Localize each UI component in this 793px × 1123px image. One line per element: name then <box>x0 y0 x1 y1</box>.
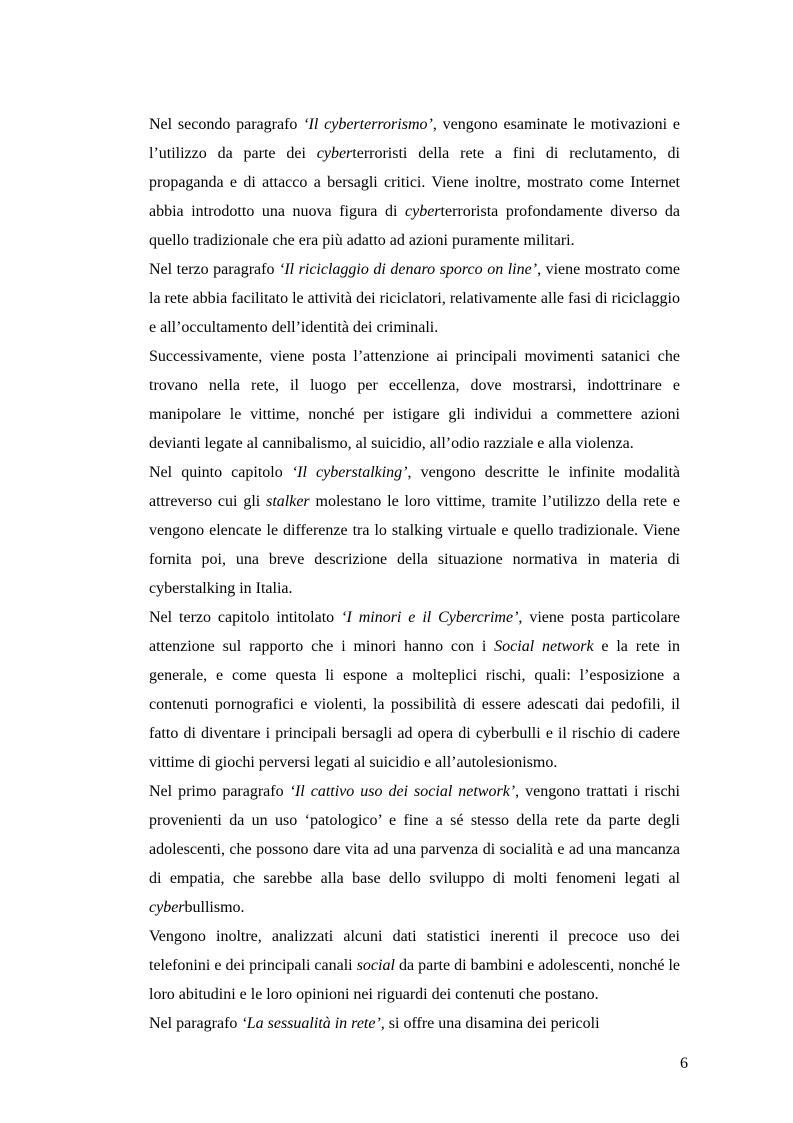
paragraph-dati-statistici <box>149 922 680 1009</box>
paragraph-movimenti-satanici <box>149 342 680 458</box>
paragraph-cyberterrorismo <box>149 110 680 255</box>
text-run: Vengono inoltre, analizzati alcuni dati statistici inerenti il precoce uso dei telefonini e dei principali canali <box>149 928 680 974</box>
text-run: Nel terzo paragrafo <box>149 261 280 278</box>
paragraph-social-network <box>149 777 680 922</box>
text-run: da parte di bambini e adolescenti, nonché le loro abitudini e le loro opinioni nei riguardi dei contenuti che postano. <box>149 957 681 1003</box>
italic-text-run: cyber <box>149 899 185 916</box>
paragraph-riciclaggio <box>149 255 680 342</box>
page-number: 6 <box>680 1055 688 1072</box>
italic-text-run: ‘Il riciclaggio di denaro sporco on line’ <box>279 261 538 278</box>
italic-text-run: cyber <box>316 145 353 162</box>
text-run: si offre una disamina dei pericoli <box>384 1015 600 1032</box>
text-run: , vengono esaminate le motivazioni e l’utilizzo da parte dei <box>149 116 680 162</box>
text-run: Nel quinto capitolo <box>149 464 292 481</box>
text-run: terrorista profondamente diverso da quello tradizionale che era più adatto ad azioni puramente militari. <box>149 203 681 249</box>
italic-text-run: ‘La sessualità in rete’, <box>241 1015 385 1032</box>
paragraph-cyberstalking <box>149 458 680 603</box>
italic-text-run: cyber <box>404 203 441 220</box>
text-run: , vengono trattati i rischi provenienti da un uso ‘patologico’ e fine a sé stesso della rete da parte degli adolescenti, che possono dare vita ad una parvenza di socialità e ad una mancanza di empatia, che sarebbe alla base dello sviluppo di molti fenomeni legati al <box>149 783 680 887</box>
italic-text-run: social <box>356 957 395 974</box>
text-run: Successivamente, viene posta l’attenzione ai principali movimenti satanici che trovano nella rete, il luogo per eccellenza, dove mostrarsi, indottrinare e manipolare le vittime, nonché per istigare gli individui a commettere azioni devianti legate al cannibalismo, al suicidio, all’odio razziale e alla violenza. <box>149 348 680 452</box>
text-run: Nel primo paragrafo <box>149 783 290 800</box>
text-run: terroristi della rete a fini di reclutamento, di propaganda e di attacco a bersagli critici. Viene inoltre, mostrato come Internet abbia introdotto una nuova figura di <box>149 145 681 220</box>
body-text <box>149 110 680 1038</box>
text-run: e la rete in generale, e come questa li espone a molteplici rischi, quali: l’esposizione a contenuti pornografici e violenti, la possibilità di essere adescati dai pedofili, il fatto di diventare i principali bersagli ad opera di cyberbulli e il rischio di cadere vittime di giochi perversi legati al suicidio e all’autolesionismo. <box>149 638 681 771</box>
text-run: , viene mostrato come la rete abbia facilitato le attività dei riciclatori, relativamente alle fasi di riciclaggio e all’occultamento dell’identità dei criminali. <box>149 261 680 336</box>
italic-text-run: Social network <box>494 638 594 655</box>
paragraph-minori-cybercrime <box>149 603 680 777</box>
italic-text-run: stalker <box>266 493 310 510</box>
italic-text-run: ‘Il cyberterrorismo’ <box>303 116 433 133</box>
italic-text-run: ‘Il cattivo uso dei social network’ <box>289 783 516 800</box>
text-run: , viene posta particolare attenzione sul rapporto che i minori hanno con i <box>149 609 681 655</box>
text-run: Nel terzo capitolo intitolato <box>149 609 342 626</box>
text-run: Nel secondo paragrafo <box>149 116 304 133</box>
italic-text-run: ‘Il cyberstalking’ <box>291 464 408 481</box>
text-run: molestano le loro vittime, tramite l’utilizzo della rete e vengono elencate le differenze tra lo stalking virtuale e quello tradizionale. Viene fornita poi, una breve descrizione della situazione normativa in materia di cyberstalking in Italia. <box>149 493 681 597</box>
text-run: , vengono descritte le infinite modalità attreverso cui gli <box>149 464 680 510</box>
paragraph-sessualita-in-rete <box>149 1009 680 1038</box>
italic-text-run: ‘I minori e il Cybercrime’ <box>341 609 519 626</box>
text-run: bullismo. <box>184 899 245 916</box>
text-run: Nel paragrafo <box>149 1015 242 1032</box>
